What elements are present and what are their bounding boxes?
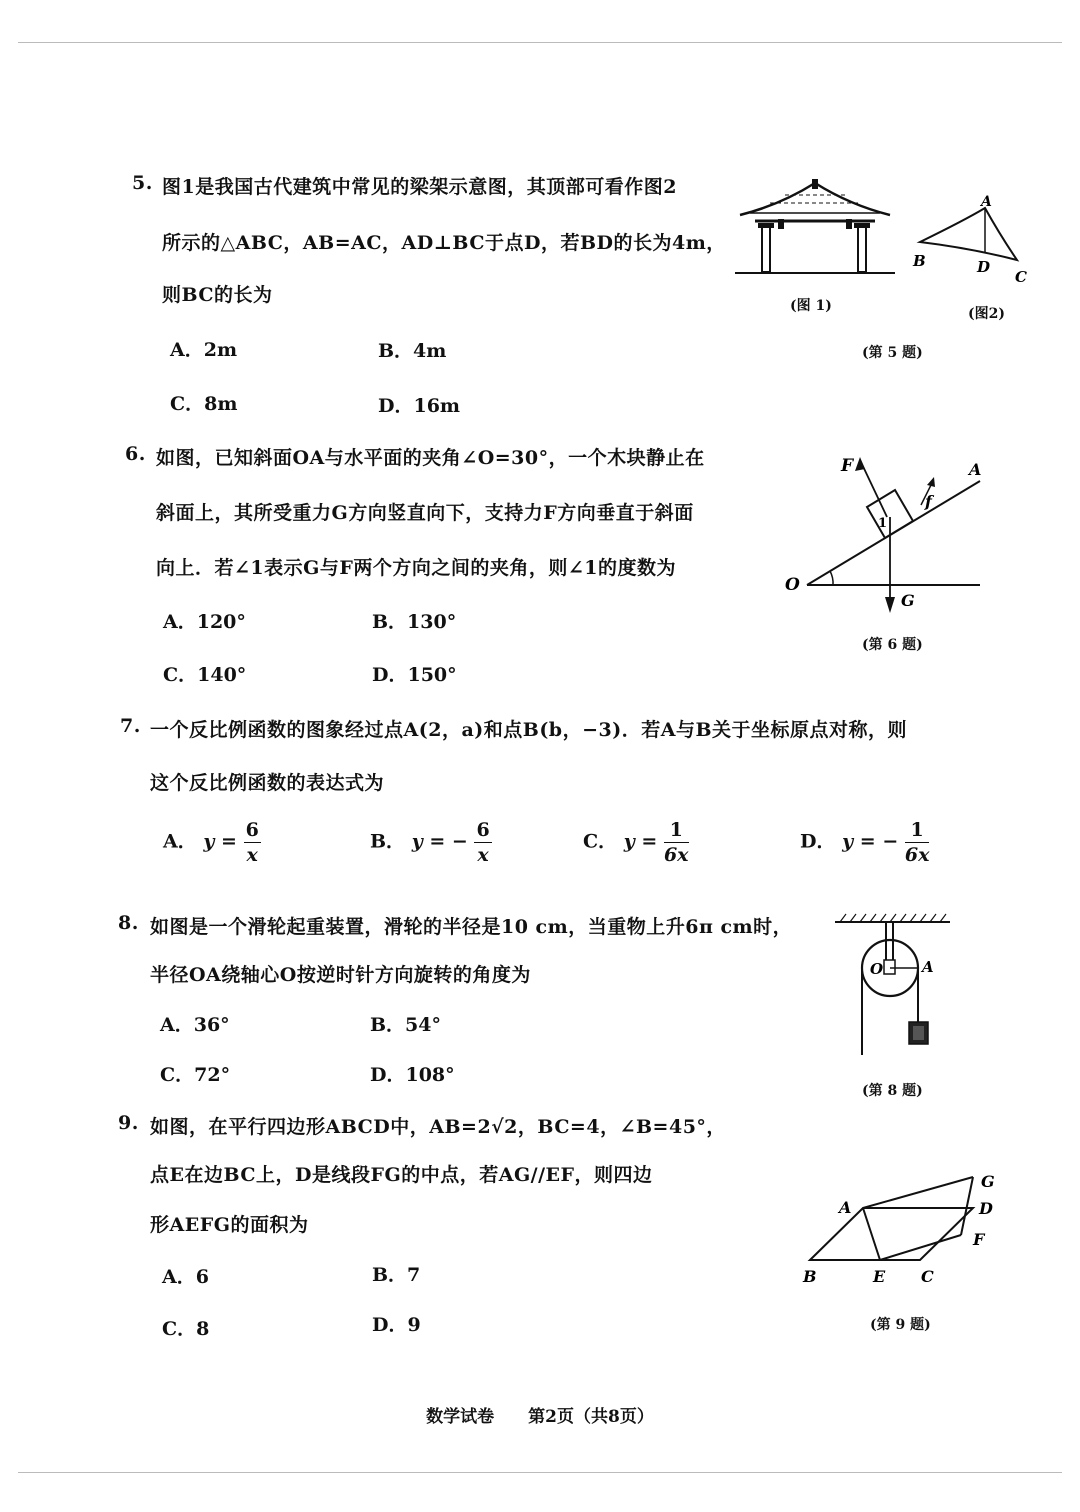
q8-figure-pulley bbox=[830, 910, 955, 1065]
q6-label-g: G bbox=[901, 591, 915, 610]
q6-label-f: F bbox=[841, 456, 854, 476]
q6-line2: 斜面上，其所受重力G方向竖直向下，支持力F方向垂直于斜面 bbox=[156, 502, 694, 524]
q5-label-b: B bbox=[913, 252, 926, 270]
q5-number: 5. bbox=[132, 172, 153, 194]
q7-option-a-label: A． bbox=[163, 830, 197, 853]
q9-number: 9. bbox=[118, 1112, 139, 1134]
q7-option-c-lhs: y = bbox=[623, 830, 658, 853]
q6-option-a[interactable]: A．120° bbox=[163, 611, 246, 633]
q5-option-b[interactable]: B．4m bbox=[378, 340, 447, 362]
q8-label-a: A bbox=[922, 958, 934, 976]
q7-line1: 一个反比例函数的图象经过点A(2，a)和点B(b，−3)．若A与B关于坐标原点对称，则 bbox=[150, 719, 908, 741]
q5-label-c: C bbox=[1015, 268, 1027, 286]
bottom-rule bbox=[18, 1472, 1062, 1473]
q9-label-a: A bbox=[839, 1198, 852, 1217]
q9-label-e: E bbox=[873, 1267, 886, 1286]
q6-option-c[interactable]: C．140° bbox=[163, 664, 247, 686]
q7-option-a-fraction bbox=[244, 818, 261, 867]
q7-option-b-denominator: x bbox=[477, 844, 489, 866]
q7-option-b-label: B． bbox=[370, 830, 406, 853]
q9-label-d: D bbox=[979, 1199, 993, 1218]
q5-figure2-triangle bbox=[905, 190, 1030, 290]
q8-option-b[interactable]: B．54° bbox=[370, 1014, 441, 1036]
q9-option-b[interactable]: B．7 bbox=[372, 1264, 421, 1286]
q7-option-c[interactable] bbox=[583, 818, 689, 867]
q9-option-c[interactable]: C．8 bbox=[162, 1318, 210, 1340]
q9-option-a[interactable]: A．6 bbox=[162, 1266, 209, 1288]
q6-label-angle-1: 1 bbox=[878, 516, 888, 531]
q7-option-b[interactable] bbox=[370, 818, 492, 867]
q8-line2: 半径OA绕轴心O按逆时针方向旋转的角度为 bbox=[150, 964, 531, 986]
q5-caption: (第 5 题) bbox=[862, 345, 923, 361]
q9-line1: 如图，在平行四边形ABCD中，AB=2√2，BC=4，∠B=45°， bbox=[150, 1116, 726, 1138]
q8-option-d[interactable]: D．108° bbox=[370, 1064, 455, 1086]
q5-option-d[interactable]: D．16m bbox=[378, 395, 461, 417]
q9-label-f: F bbox=[973, 1230, 985, 1249]
q5-label-d: D bbox=[977, 258, 991, 276]
q8-number: 8. bbox=[118, 912, 139, 934]
q9-caption: (第 9 题) bbox=[870, 1317, 931, 1333]
q5-label-a: A bbox=[981, 194, 992, 210]
q9-line3: 形AEFG的面积为 bbox=[150, 1214, 309, 1236]
q6-line3: 向上．若∠1表示G与F两个方向之间的夹角，则∠1的度数为 bbox=[156, 557, 676, 579]
q6-label-o: O bbox=[785, 575, 800, 595]
q7-option-b-lhs: y = bbox=[411, 830, 446, 853]
q7-option-d-numerator: 1 bbox=[905, 818, 930, 843]
q7-option-d-denominator: 6x bbox=[904, 844, 930, 866]
q9-label-c: C bbox=[921, 1267, 934, 1286]
q9-line2: 点E在边BC上，D是线段FG的中点，若AG//EF，则四边 bbox=[150, 1164, 653, 1186]
q5-figure1-beam-frame bbox=[730, 175, 900, 280]
q7-option-d-fraction bbox=[905, 818, 930, 867]
q6-option-b[interactable]: B．130° bbox=[372, 611, 457, 633]
q8-label-o: O bbox=[870, 960, 884, 978]
q8-option-a[interactable]: A．36° bbox=[160, 1014, 230, 1036]
q6-figure-incline bbox=[775, 445, 995, 625]
q7-option-b-fraction bbox=[474, 818, 491, 867]
q5-line1: 图1是我国古代建筑中常见的梁架示意图，其顶部可看作图2 bbox=[162, 176, 677, 198]
q7-option-d-label: D． bbox=[800, 830, 836, 853]
q7-line2: 这个反比例函数的表达式为 bbox=[150, 772, 385, 794]
q6-option-d[interactable]: D．150° bbox=[372, 664, 457, 686]
q9-figure-parallelogram bbox=[795, 1165, 1010, 1290]
q7-option-c-label: C． bbox=[583, 830, 618, 853]
q5-option-c[interactable]: C．8m bbox=[170, 393, 238, 415]
q7-option-c-denominator: 6x bbox=[663, 844, 689, 866]
q8-option-c[interactable]: C．72° bbox=[160, 1064, 231, 1086]
q5-line2: 所示的△ABC，AB=AC，AD⊥BC于点D，若BD的长为4m， bbox=[162, 232, 726, 254]
q9-option-d[interactable]: D．9 bbox=[372, 1314, 421, 1336]
q7-option-c-fraction bbox=[664, 818, 689, 867]
q6-label-a: A bbox=[969, 460, 982, 479]
q5-figure1-caption: (图 1) bbox=[790, 298, 832, 314]
q7-number: 7. bbox=[120, 715, 141, 737]
q6-caption: (第 6 题) bbox=[862, 637, 923, 653]
q8-caption: (第 8 题) bbox=[862, 1083, 923, 1099]
q5-figure2-caption: (图2) bbox=[968, 306, 1005, 322]
q9-label-g: G bbox=[981, 1172, 995, 1191]
q7-option-b-numerator: 6 bbox=[476, 819, 490, 841]
q7-option-d-sign: − bbox=[882, 830, 899, 853]
q6-label-friction: f bbox=[925, 492, 932, 511]
q7-option-b-sign: − bbox=[451, 830, 468, 853]
q6-number: 6. bbox=[125, 443, 146, 465]
q7-option-a-denominator: x bbox=[246, 844, 258, 866]
q7-option-a-lhs: y = bbox=[203, 830, 237, 853]
top-rule bbox=[18, 42, 1062, 43]
q7-option-a-numerator: 6 bbox=[245, 819, 259, 841]
q6-line1: 如图，已知斜面OA与水平面的夹角∠O=30°，一个木块静止在 bbox=[156, 447, 705, 469]
q5-option-a[interactable]: A．2m bbox=[170, 339, 238, 361]
q7-option-d-lhs: y = bbox=[842, 830, 876, 853]
q7-option-a[interactable] bbox=[163, 818, 261, 867]
page-footer: 数学试卷 第2页（共8页） bbox=[426, 1407, 654, 1427]
q7-option-d[interactable] bbox=[800, 818, 929, 867]
q5-line3: 则BC的长为 bbox=[162, 284, 273, 306]
q9-label-b: B bbox=[803, 1267, 817, 1286]
q7-option-c-numerator: 1 bbox=[664, 818, 689, 843]
q8-line1: 如图是一个滑轮起重装置，滑轮的半径是10 cm，当重物上升6π cm时， bbox=[150, 916, 793, 938]
